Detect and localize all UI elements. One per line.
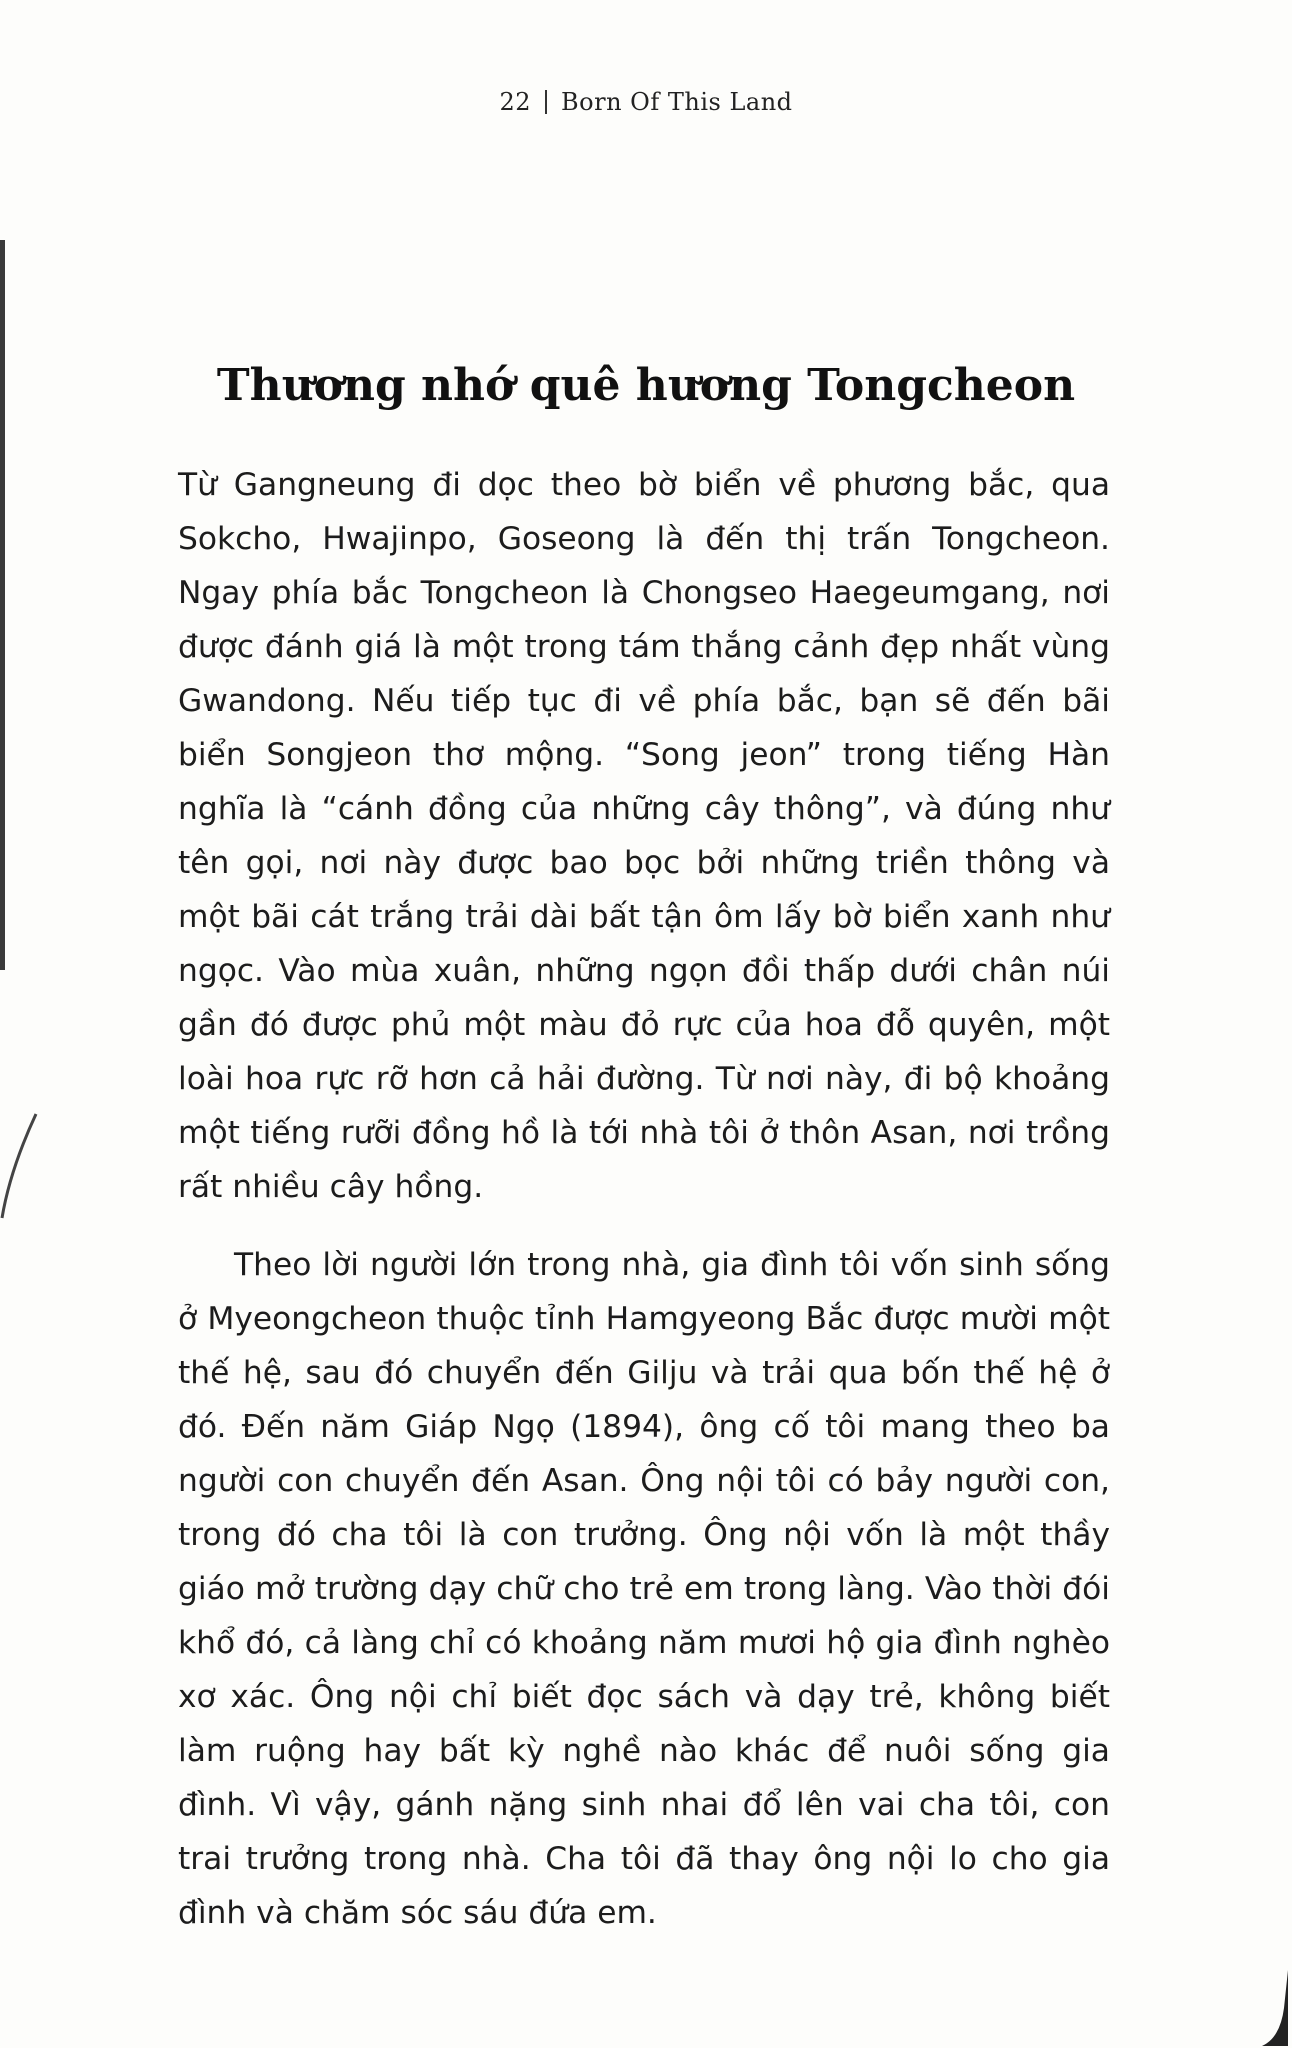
page-edge-shadow	[0, 240, 5, 970]
page-edge-curve	[0, 1110, 40, 1220]
header-separator	[545, 90, 547, 114]
chapter-title: Thương nhớ quê hương Tongcheon	[216, 360, 1076, 411]
paragraph-1: Từ Gangneung đi dọc theo bờ biển về phương bắc, qua Sokcho, Hwajinpo, Goseong là đến thị trấn Tongcheon. Ngay phía bắc Tongcheon là Chongseo Haegeumgang, nơi được đánh giá là một trong tám thắng cảnh đẹp nhất vùng Gwandong. Nếu tiếp tục đi về phía bắc, bạn sẽ đến bãi biển Songjeon thơ mộng. “Song jeon” trong tiếng Hàn nghĩa là “cánh đồng của những cây thông”, và đúng như tên gọi, nơi này được bao bọc bởi những triền thông và một bãi cát trắng trải dài bất tận ôm lấy bờ biển xanh như ngọc. Vào mùa xuân, những ngọn đồi thấp dưới chân núi gần đó được phủ một màu đỏ rực của hoa đỗ quyên, một loài hoa rực rỡ hơn cả hải đường. Từ nơi này, đi bộ khoảng một tiếng rưỡi đồng hồ là tới nhà tôi ở thôn Asan, nơi trồng rất nhiều cây hồng.	[178, 467, 1110, 1205]
running-header	[0, 88, 1292, 116]
paragraph-2: Theo lời người lớn trong nhà, gia đình tôi vốn sinh sống ở Myeongcheon thuộc tỉnh Hamgyeong Bắc được mười một thế hệ, sau đó chuyển đến Gilju và trải qua bốn thế hệ ở đó. Đến năm Giáp Ngọ (1894), ông cố tôi mang theo ba người con chuyển đến Asan. Ông nội tôi có bảy người con, trong đó cha tôi là con trưởng. Ông nội vốn là một thầy giáo mở trường dạy chữ cho trẻ em trong làng. Vào thời đói khổ đó, cả làng chỉ có khoảng năm mươi hộ gia đình nghèo xơ xác. Ông nội chỉ biết đọc sách và dạy trẻ, không biết làm ruộng hay bất kỳ nghề nào khác để nuôi sống gia đình. Vì vậy, gánh nặng sinh nhai đổ lên vai cha tôi, con trai trưởng trong nhà. Cha tôi đã thay ông nội lo cho gia đình và chăm sóc sáu đứa em.	[178, 1247, 1110, 1931]
body-text	[178, 458, 1110, 1940]
page-number: 22	[499, 88, 532, 116]
page-corner-mark	[1232, 1968, 1292, 2048]
book-title: Born Of This Land	[561, 88, 793, 116]
